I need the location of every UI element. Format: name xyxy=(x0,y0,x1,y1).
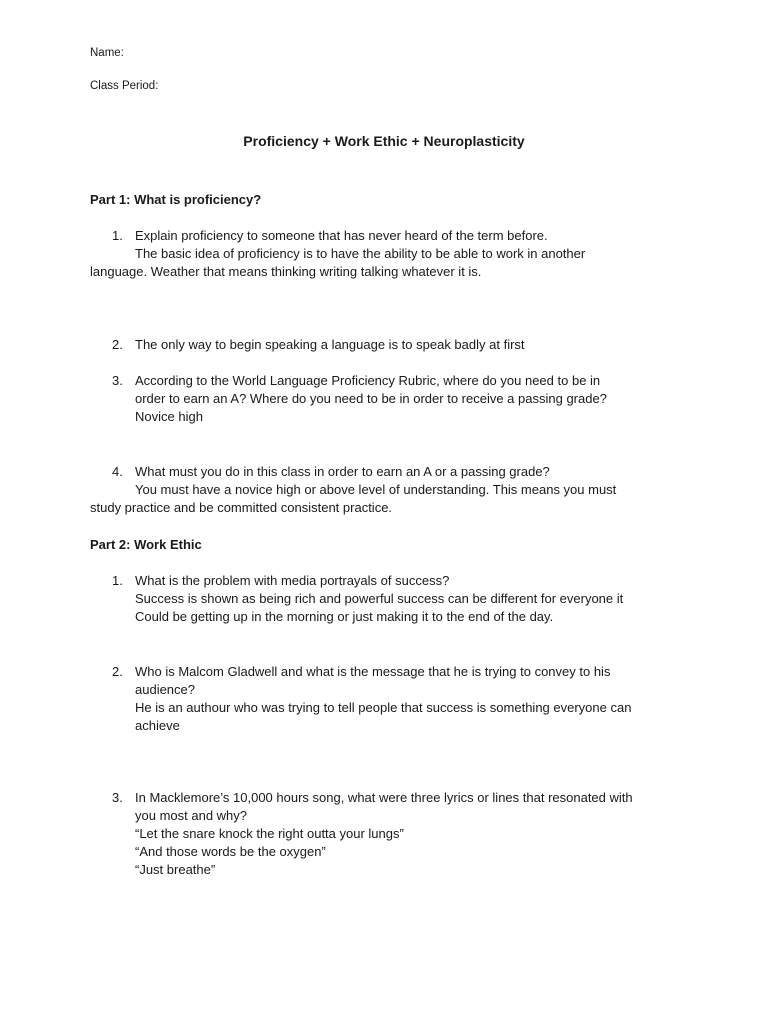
part1-q4-question: What must you do in this class in order to earn an A or a passing grade? xyxy=(135,464,550,479)
part1-q4-number: 4. xyxy=(112,464,123,479)
part2-q3-question-line1: In Macklemore’s 10,000 hours song, what were three lyrics or lines that resonated with xyxy=(135,790,633,805)
part1-q4-answer-line1: You must have a novice high or above level of understanding. This means you must xyxy=(135,482,617,497)
name-label: Name: xyxy=(90,47,124,59)
part1-q2-number: 2. xyxy=(112,337,123,352)
part2-q2-answer-line1: He is an authour who was trying to tell people that success is something everyone can xyxy=(135,700,632,715)
part2-q2-number: 2. xyxy=(112,664,123,679)
part1-q2-question: The only way to begin speaking a language is to speak badly at first xyxy=(135,337,525,352)
part2-q2-question-line2: audience? xyxy=(135,682,195,697)
part1-q1-answer-line1: The basic idea of proficiency is to have the ability to be able to work in another xyxy=(135,246,586,261)
part1-heading: Part 1: What is proficiency? xyxy=(90,192,262,207)
page-title: Proficiency + Work Ethic + Neuroplasticity xyxy=(243,133,525,149)
class-period-label: Class Period: xyxy=(90,80,159,92)
part2-q2-answer-line2: achieve xyxy=(135,718,180,733)
part1-q1-answer-line2: language. Weather that means thinking writing talking whatever it is. xyxy=(90,264,482,279)
part1-q1-number: 1. xyxy=(112,228,123,243)
part1-q3-question-line2: order to earn an A? Where do you need to be in order to receive a passing grade? xyxy=(135,391,607,406)
part2-q3-question-line2: you most and why? xyxy=(135,808,248,823)
part2-q1-answer-line2: Could be getting up in the morning or just making it to the end of the day. xyxy=(135,609,554,624)
part1-q1-question: Explain proficiency to someone that has never heard of the term before. xyxy=(135,228,548,243)
part1-q3-number: 3. xyxy=(112,373,123,388)
part2-q2-question-line1: Who is Malcom Gladwell and what is the message that he is trying to convey to his xyxy=(135,664,611,679)
part1-q3-question-line1: According to the World Language Proficiency Rubric, where do you need to be in xyxy=(135,373,601,388)
part1-q3-answer: Novice high xyxy=(135,409,203,424)
part2-q3-lyric3: “Just breathe” xyxy=(135,862,216,877)
part1-q4-answer-line2: study practice and be committed consistent practice. xyxy=(90,500,393,515)
part2-q1-answer-line1: Success is shown as being rich and powerful success can be different for everyone it xyxy=(135,591,624,606)
part2-q1-number: 1. xyxy=(112,573,123,588)
part2-q1-question: What is the problem with media portrayals of success? xyxy=(135,573,450,588)
part2-q3-lyric2: “And those words be the oxygen” xyxy=(135,844,326,859)
part2-q3-lyric1: “Let the snare knock the right outta your lungs” xyxy=(135,826,404,841)
part2-q3-number: 3. xyxy=(112,790,123,805)
part2-heading: Part 2: Work Ethic xyxy=(90,537,202,552)
